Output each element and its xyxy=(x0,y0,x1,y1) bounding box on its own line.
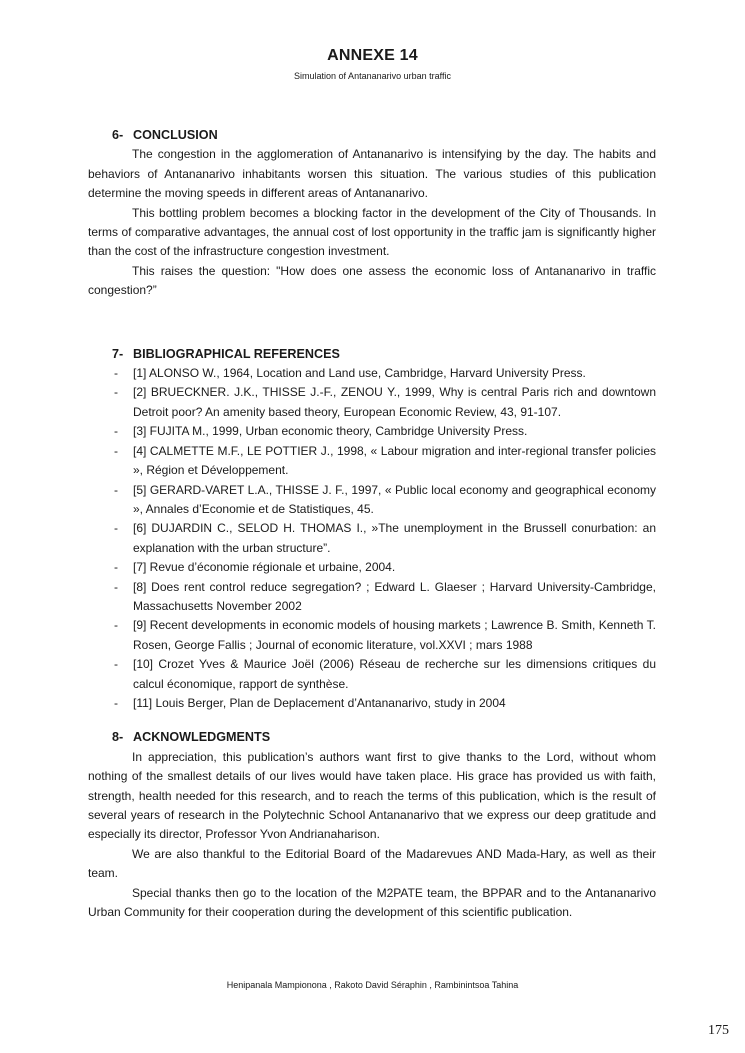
reference-text: [4] CALMETTE M.F., LE POTTIER J., 1998, « Labour migration and inter-regional transfer policies », Région et Développement. xyxy=(133,443,656,478)
paragraph: In appreciation, this publication’s authors want first to give thanks to the Lord, without whom nothing of the smallest details of our lives would have taken place. His grace has provided us with faith, strength, health needed for this research, and to reach the terms of this publication, which is the result of several years of research in the Polytechnic School Antananarivo that we express our deep gratitude and especially its director, Professor Yvon Andrianaharison. xyxy=(88,749,656,842)
section-heading-references xyxy=(112,345,656,364)
section-heading-acknowledgments xyxy=(112,728,656,747)
reference-item xyxy=(88,481,656,520)
reference-item xyxy=(88,694,656,713)
reference-text: [11] Louis Berger, Plan de Deplacement d’Antananarivo, study in 2004 xyxy=(133,695,506,710)
section-title: ACKNOWLEDGMENTS xyxy=(133,730,271,745)
page-title: ANNEXE 14 xyxy=(327,47,418,64)
section-number: 8- xyxy=(112,730,124,745)
list-bullet: - xyxy=(114,579,118,594)
paragraph: We are also thankful to the Editorial Board of the Madarevues AND Mada-Hary, as well as their team. xyxy=(88,846,656,881)
paragraph: Special thanks then go to the location of the M2PATE team, the BPPAR and to the Antananarivo Urban Community for their cooperation during the development of this scientific publication. xyxy=(88,885,656,920)
list-bullet: - xyxy=(114,618,118,633)
reference-text: [1] ALONSO W., 1964, Location and Land use, Cambridge, Harvard University Press. xyxy=(133,366,586,381)
reference-text: [10] Crozet Yves & Maurice Joël (2006) Réseau de recherche sur les dimensions critiques du calcul économique, rapport de synthèse. xyxy=(133,657,656,691)
reference-item xyxy=(88,383,656,422)
reference-text: [2] BRUECKNER. J.K., THISSE J.-F., ZENOU Y., 1999, Why is central Paris rich and downtown Detroit poor? An amenity based theory, European Economic Review, 43, 91-107. xyxy=(133,385,656,419)
reference-text: [3] FUJITA M., 1999, Urban economic theory, Cambridge University Press. xyxy=(133,424,528,439)
reference-text: [8] Does rent control reduce segregation? ; Edward L. Glaeser ; Harvard University-Cambridge, Massachusetts November 2002 xyxy=(133,579,656,613)
footer-authors: Henipanala Mampionona , Rakoto David Séraphin , Rambinintsoa Tahina xyxy=(226,980,519,990)
list-bullet: - xyxy=(114,695,118,710)
section-title: BIBLIOGRAPHICAL REFERENCES xyxy=(133,346,340,361)
list-bullet: - xyxy=(114,366,118,381)
section-number: 6- xyxy=(112,128,124,142)
reference-text: [6] DUJARDIN C., SELOD H. THOMAS I., »The unemployment in the Brussell conurbation: an explanation with the urban structure”. xyxy=(133,521,656,555)
list-bullet: - xyxy=(114,657,118,672)
reference-item xyxy=(88,558,656,577)
paragraph: This bottling problem becomes a blocking factor in the development of the City of Thousands. In terms of comparative advantages, the annual cost of lost opportunity in the traffic jam is significantly higher than the cost of the infrastructure congestion investment. xyxy=(88,205,656,259)
reference-text: [9] Recent developments in economic models of housing markets ; Lawrence B. Smith, Kenneth T. Rosen, George Fallis ; Journal of economic literature, vol.XXVI ; mars 1988 xyxy=(133,618,656,652)
reference-item xyxy=(88,364,656,383)
reference-item xyxy=(88,655,656,694)
page-number: 175 xyxy=(708,1023,729,1038)
page-subtitle: Simulation of Antananarivo urban traffic xyxy=(294,71,451,81)
reference-list xyxy=(88,364,656,713)
list-bullet: - xyxy=(114,482,118,497)
reference-item xyxy=(88,422,656,441)
section-title: CONCLUSION xyxy=(133,128,218,142)
reference-text: [5] GERARD-VARET L.A., THISSE J. F., 1997, « Public local economy and geographical economy », Annales d’Economie et de Statistiques, 45. xyxy=(133,482,656,516)
section-heading-conclusion xyxy=(112,126,656,145)
reference-text: [7] Revue d’économie régionale et urbaine, 2004. xyxy=(133,560,396,575)
section-number: 7- xyxy=(112,346,124,361)
list-bullet: - xyxy=(114,521,118,536)
reference-item xyxy=(88,616,656,655)
list-bullet: - xyxy=(114,560,118,575)
list-bullet: - xyxy=(114,424,118,439)
paragraph: This raises the question: "How does one assess the economic loss of Antananarivo in traffic congestion?” xyxy=(88,263,656,298)
reference-item xyxy=(88,442,656,481)
reference-item xyxy=(88,578,656,617)
main-content xyxy=(88,126,656,922)
reference-item xyxy=(88,519,656,558)
list-bullet: - xyxy=(114,385,118,400)
paragraph: The congestion in the agglomeration of Antananarivo is intensifying by the day. The habits and behaviors of Antananarivo inhabitants worsen this situation. The various studies of this publication determine the moving speeds in different areas of Antananarivo. xyxy=(88,147,656,201)
list-bullet: - xyxy=(114,443,118,458)
